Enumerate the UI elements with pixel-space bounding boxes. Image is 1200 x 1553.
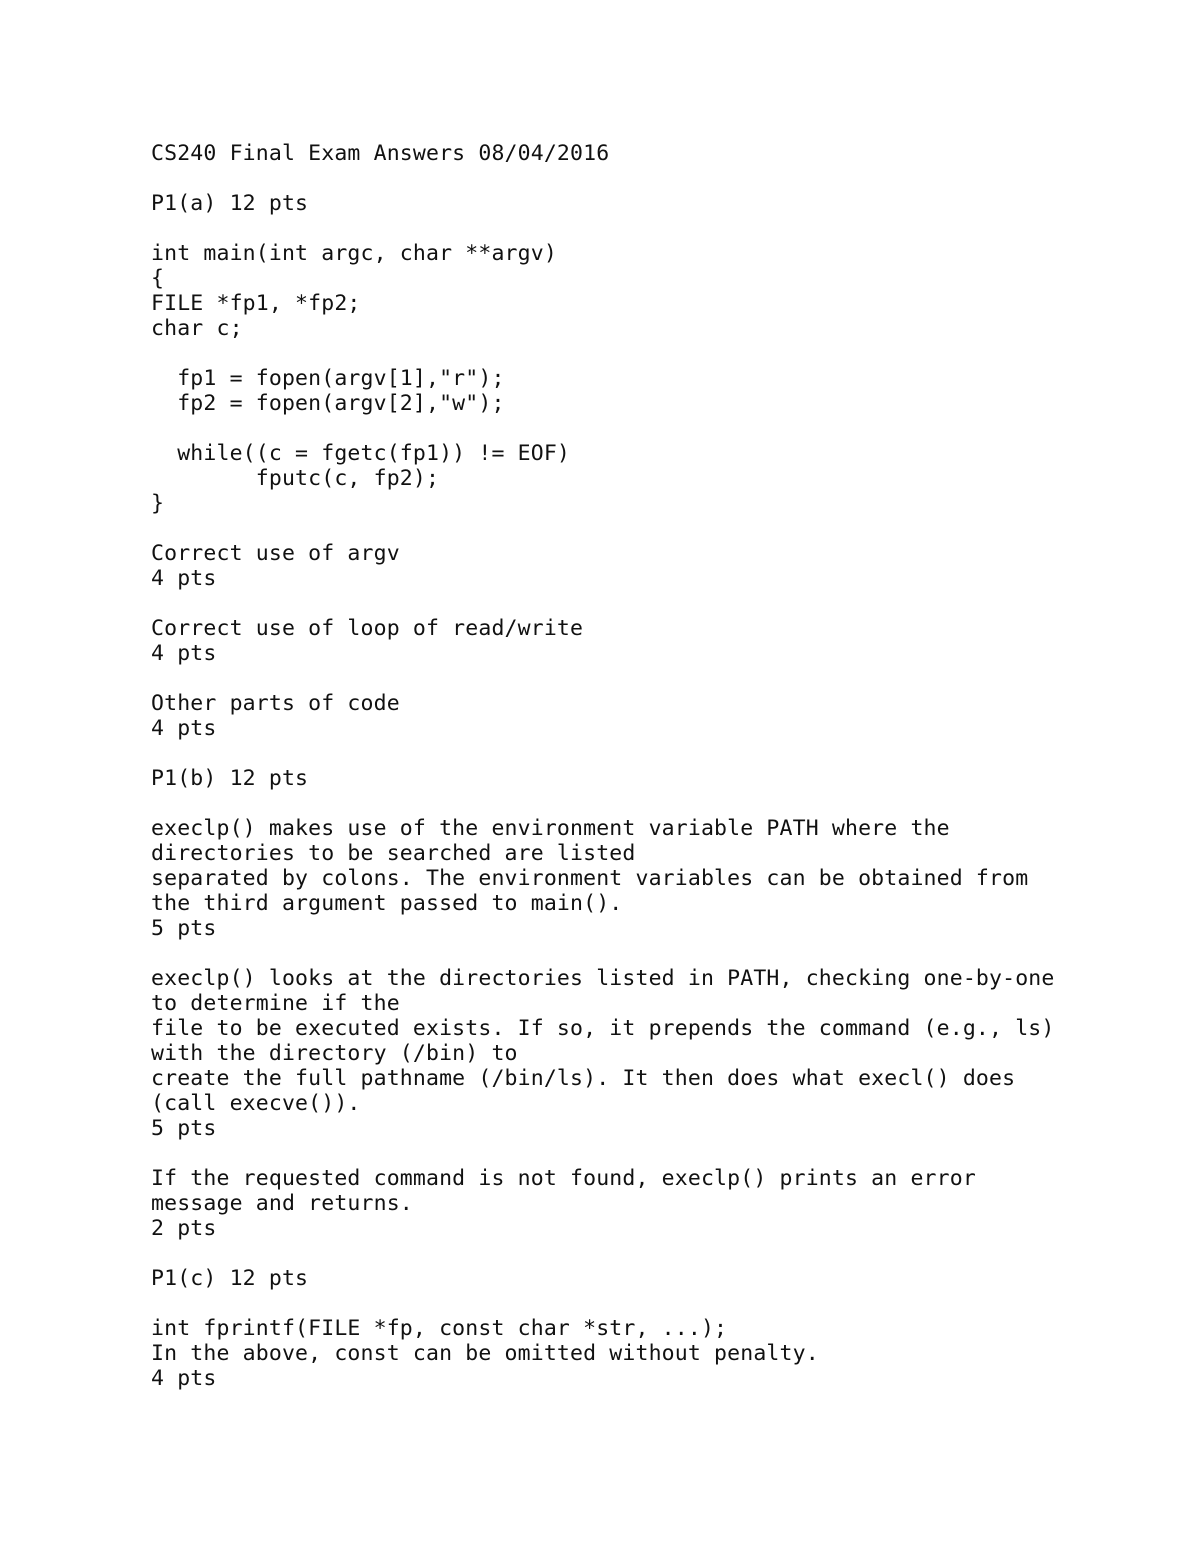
answer-line: directories to be searched are listed <box>151 841 636 866</box>
answer-line: execlp() looks at the directories listed in PATH, checking one-by-one <box>151 966 1055 991</box>
p1b-heading: P1(b) 12 pts <box>151 766 309 791</box>
spacer <box>151 591 1151 616</box>
p1c-heading: P1(c) 12 pts <box>151 1266 309 1291</box>
p1b-answer-block <box>151 1166 1151 1241</box>
answer-line: separated by colons. The environment variables can be obtained from <box>151 866 1029 891</box>
answer-line: create the full pathname (/bin/ls). It then does what execl() does <box>151 1066 1016 1091</box>
p1a-rubric-item <box>151 691 1151 741</box>
p1a-heading: P1(a) 12 pts <box>151 191 309 216</box>
rubric-item-text: Correct use of loop of read/write <box>151 616 584 641</box>
spacer <box>151 516 1151 541</box>
spacer <box>151 166 1151 191</box>
p1c-answer-block <box>151 1316 1151 1391</box>
code-line <box>151 416 1151 441</box>
spacer <box>151 1291 1151 1316</box>
code-line: fp2 = fopen(argv[2],"w"); <box>151 391 505 416</box>
spacer <box>151 1141 1151 1166</box>
spacer <box>151 941 1151 966</box>
answer-points: 5 pts <box>151 916 217 941</box>
rubric-item-points: 4 pts <box>151 641 217 666</box>
answer-line: In the above, const can be omitted without penalty. <box>151 1341 819 1366</box>
rubric-item-text: Correct use of argv <box>151 541 400 566</box>
answer-points: 4 pts <box>151 1366 217 1391</box>
answer-line: to determine if the <box>151 991 400 1016</box>
rubric-item-text: Other parts of code <box>151 691 400 716</box>
spacer <box>151 741 1151 766</box>
p1a-rubric-item <box>151 616 1151 666</box>
answer-points: 5 pts <box>151 1116 217 1141</box>
spacer <box>151 791 1151 816</box>
code-line: { <box>151 266 165 291</box>
p1a-rubric-item <box>151 541 1151 591</box>
spacer <box>151 216 1151 241</box>
answer-line: with the directory (/bin) to <box>151 1041 518 1066</box>
answer-line: If the requested command is not found, execlp() prints an error <box>151 1166 976 1191</box>
p1b-answer-block <box>151 816 1151 941</box>
code-line: } <box>151 491 165 516</box>
answer-line: (call execve()). <box>151 1091 361 1116</box>
code-line: while((c = fgetc(fp1)) != EOF) <box>151 441 571 466</box>
rubric-item-points: 4 pts <box>151 716 217 741</box>
code-line: fputc(c, fp2); <box>151 466 440 491</box>
answer-line: file to be executed exists. If so, it prepends the command (e.g., ls) <box>151 1016 1055 1041</box>
answer-points: 2 pts <box>151 1216 217 1241</box>
spacer <box>151 666 1151 691</box>
code-line: fp1 = fopen(argv[1],"r"); <box>151 366 505 391</box>
code-line <box>151 341 1151 366</box>
p1b-answer-block <box>151 966 1151 1141</box>
answer-line: execlp() makes use of the environment variable PATH where the <box>151 816 950 841</box>
code-line: int main(int argc, char **argv) <box>151 241 557 266</box>
rubric-item-points: 4 pts <box>151 566 217 591</box>
document-body <box>151 141 1151 1391</box>
p1a-code-block <box>151 241 1151 516</box>
code-line: char c; <box>151 316 243 341</box>
answer-line: int fprintf(FILE *fp, const char *str, ...); <box>151 1316 728 1341</box>
document-title: CS240 Final Exam Answers 08/04/2016 <box>151 141 610 166</box>
spacer <box>151 1241 1151 1266</box>
code-line: FILE *fp1, *fp2; <box>151 291 361 316</box>
answer-line: the third argument passed to main(). <box>151 891 623 916</box>
answer-line: message and returns. <box>151 1191 413 1216</box>
